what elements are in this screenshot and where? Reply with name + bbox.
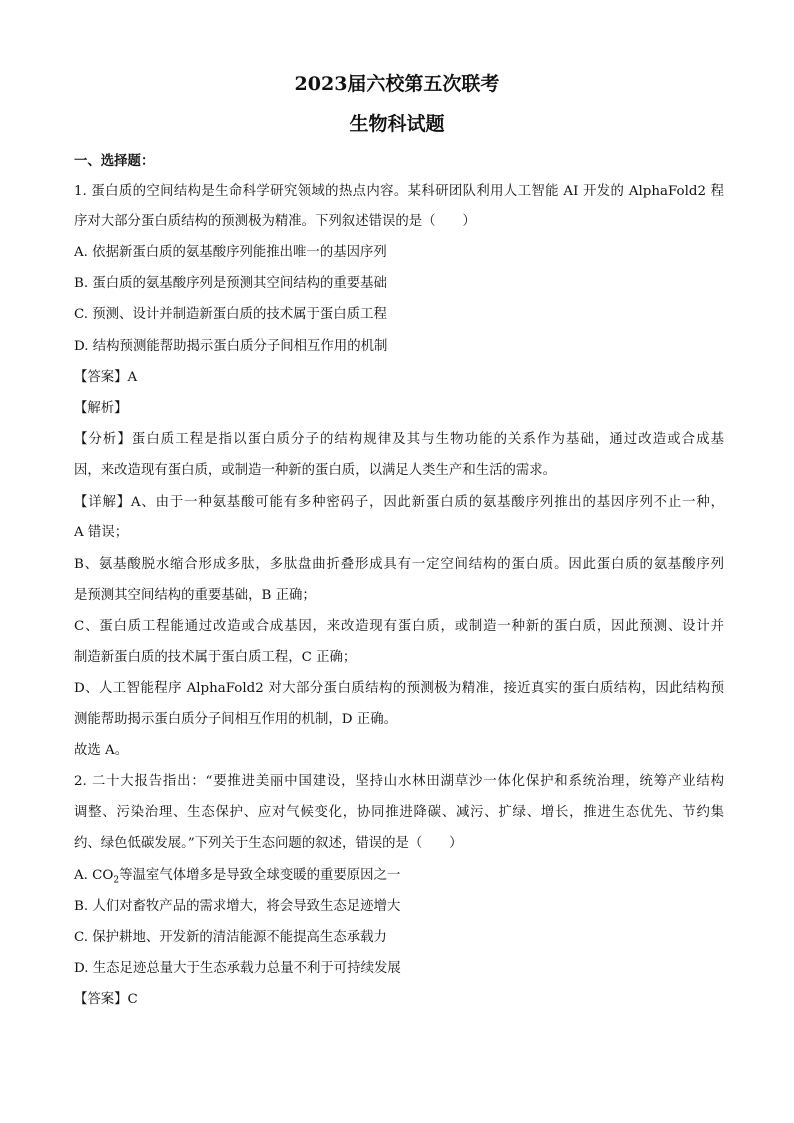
q1-detail-line: A 错误； <box>74 525 129 540</box>
q1-detail-line: 测能帮助揭示蛋白质分子间相互作用的机制，D 正确。 <box>74 712 397 727</box>
q1-analysis-line: 【分析】蛋白质工程是指以蛋白质分子的结构规律及其与生物功能的关系作为基础，通过改造或合成基 <box>74 432 724 447</box>
q1-option-b: B. 蛋白质的氨基酸序列是预测其空间结构的重要基础 <box>74 276 387 291</box>
q1-analysis-line: 因，来改造现有蛋白质，或制造一种新的蛋白质，以满足人类生产和生活的需求。 <box>74 463 557 478</box>
q1-option-d: D. 结构预测能帮助揭示蛋白质分子间相互作用的机制 <box>74 339 388 354</box>
q1-option-a: A. 依据新蛋白质的氨基酸序列能推出唯一的基因序列 <box>74 245 387 260</box>
q1-stem-line: 1. 蛋白质的空间结构是生命科学研究领域的热点内容。某科研团队利用人工智能 AI 开发的 AlphaFold2 程 <box>74 184 724 199</box>
q2-option-a-text: 等温室气体增多是导致全球变暖的重要原因之一 <box>119 868 401 883</box>
q1-detail-line: D、人工智能程序 AlphaFold2 对大部分蛋白质结构的预测极为精准，接近真实的蛋白质结构，因此结构预 <box>74 681 724 696</box>
q1-detail-line: 【详解】A、由于一种氨基酸可能有多种密码子，因此新蛋白质的氨基酸序列推出的基因序列不止一种， <box>74 495 724 510</box>
q2-option-a-subscript: 2 <box>113 875 120 886</box>
q1-stem-line: 序对大部分蛋白质结构的预测极为精准。下列叙述错误的是（ ） <box>74 214 476 229</box>
q2-option-b: B. 人们对畜牧产品的需求增大，将会导致生态足迹增大 <box>74 899 401 914</box>
exam-title: 2023届六校第五次联考 <box>294 73 500 95</box>
q1-conclusion: 故选 A。 <box>74 743 129 758</box>
q2-stem-line: 2. 二十大报告指出：“要推进美丽中国建设，坚持山水林田湖草沙一体化保护和系统治理，统筹产业结构 <box>74 774 724 789</box>
q2-option-c: C. 保护耕地、开发新的清洁能源不能提高生态承载力 <box>74 930 387 945</box>
q2-stem-line: 约、绿色低碳发展。”下列关于生态问题的叙述，错误的是（ ） <box>74 836 463 851</box>
section-heading: 一、选择题： <box>74 153 155 169</box>
q2-option-a <box>74 866 724 891</box>
q1-detail-line: 是预测其空间结构的重要基础，B 正确； <box>74 588 316 603</box>
q2-stem-line: 调整、污染治理、生态保护、应对气候变化，协同推进降碳、减污、扩绿、增长，推进生态优先、节约集 <box>74 805 724 820</box>
q1-option-c: C. 预测、设计并制造新蛋白质的技术属于蛋白质工程 <box>74 307 387 322</box>
exam-subtitle: 生物科试题 <box>349 113 445 135</box>
q2-answer: 【答案】C <box>74 992 138 1007</box>
q1-answer: 【答案】A <box>74 370 138 385</box>
q1-detail-line: 制造新蛋白质的技术属于蛋白质工程，C 正确； <box>74 650 357 665</box>
q1-detail-line: B、氨基酸脱水缩合形成多肽，多肽盘曲折叠形成具有一定空间结构的蛋白质。因此蛋白质的氨基酸序列 <box>74 557 724 572</box>
q2-option-d: D. 生态足迹总量大于生态承载力总量不利于可持续发展 <box>74 961 401 976</box>
q2-option-a-prefix: A. CO <box>74 868 114 883</box>
q1-analysis-heading: 【解析】 <box>74 401 128 416</box>
q1-detail-line: C、蛋白质工程能通过改造或合成基因，来改造现有蛋白质，或制造一种新的蛋白质，因此预测、设计并 <box>74 619 724 634</box>
